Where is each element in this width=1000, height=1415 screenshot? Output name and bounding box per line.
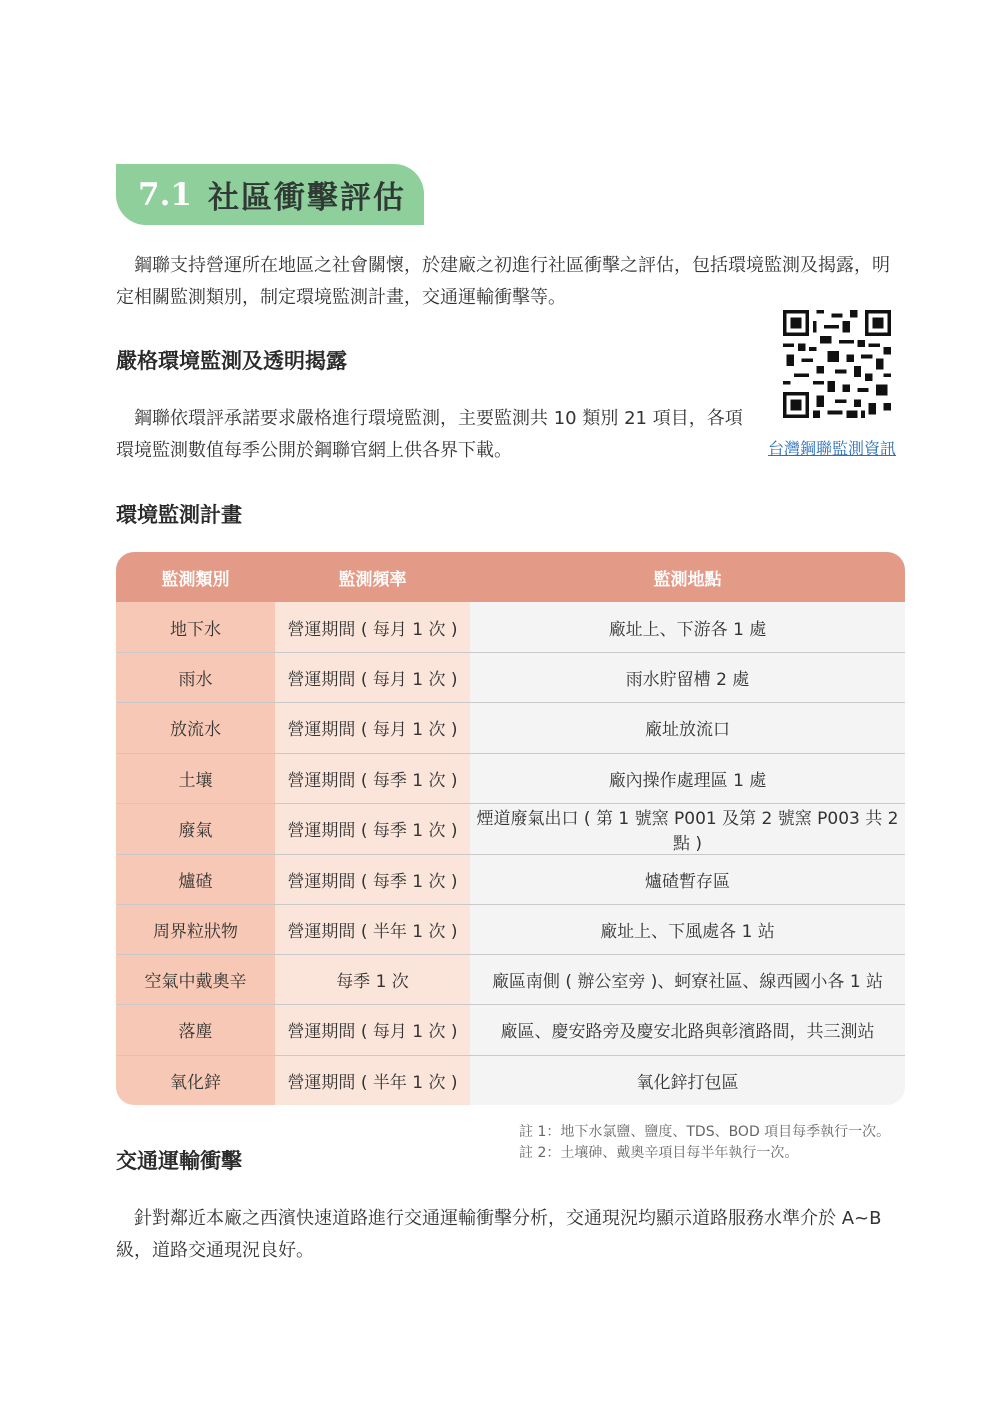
cell-category: 空氣中戴奧辛	[116, 954, 275, 1004]
table-row	[116, 803, 905, 854]
qr-code-icon[interactable]	[783, 310, 891, 418]
cell-category: 地下水	[116, 602, 275, 652]
cell-frequency: 每季 1 次	[275, 954, 470, 1004]
plan-heading: 環境監測計畫	[116, 503, 242, 527]
cell-location: 氧化鋅打包區	[470, 1055, 905, 1105]
cell-category: 放流水	[116, 702, 275, 752]
cell-category: 雨水	[116, 652, 275, 702]
section-title-tab	[116, 164, 424, 225]
cell-frequency: 營運期間 ( 半年 1 次 )	[275, 1055, 470, 1105]
table-notes	[519, 1122, 890, 1164]
section-title: 社區衝擊評估	[207, 180, 406, 216]
table-row	[116, 753, 905, 803]
table-row	[116, 1004, 905, 1054]
disclosure-paragraph: 鋼聯依環評承諾要求嚴格進行環境監測，主要監測共 10 類別 21 項目，各項環境監測數值每季公開於鋼聯官網上供各界下載。	[116, 408, 743, 461]
cell-category: 落塵	[116, 1004, 275, 1054]
cell-category: 爐碴	[116, 854, 275, 904]
cell-category: 廢氣	[116, 803, 275, 854]
disclosure-heading: 嚴格環境監測及透明揭露	[116, 349, 347, 373]
cell-location: 雨水貯留槽 2 處	[470, 652, 905, 702]
cell-category: 氧化鋅	[116, 1055, 275, 1105]
cell-frequency: 營運期間 ( 每月 1 次 )	[275, 1004, 470, 1054]
table-row	[116, 602, 905, 652]
cell-location: 廠址上、下游各 1 處	[470, 602, 905, 652]
cell-frequency: 營運期間 ( 半年 1 次 )	[275, 904, 470, 954]
table-row	[116, 954, 905, 1004]
cell-frequency: 營運期間 ( 每季 1 次 )	[275, 753, 470, 803]
note-2: 註 2：土壤砷、戴奧辛項目每半年執行一次。	[519, 1145, 799, 1161]
cell-frequency: 營運期間 ( 每月 1 次 )	[275, 602, 470, 652]
traffic-heading: 交通運輸衝擊	[116, 1149, 242, 1173]
cell-frequency: 營運期間 ( 每月 1 次 )	[275, 652, 470, 702]
intro-paragraph: 鋼聯支持營運所在地區之社會關懷，於建廠之初進行社區衝擊之評估，包括環境監測及揭露，明定相關監測類別，制定環境監測計畫，交通運輸衝擊等。	[116, 255, 890, 308]
cell-category: 周界粒狀物	[116, 904, 275, 954]
cell-frequency: 營運期間 ( 每季 1 次 )	[275, 803, 470, 854]
table-row	[116, 904, 905, 954]
monitoring-table	[116, 552, 905, 1105]
table-row	[116, 702, 905, 752]
header-location: 監測地點	[470, 552, 905, 602]
cell-location: 廠區南側 ( 辦公室旁 )、蚵寮社區、線西國小各 1 站	[470, 954, 905, 1004]
header-category: 監測類別	[116, 552, 275, 602]
table-row	[116, 652, 905, 702]
table-row	[116, 854, 905, 904]
traffic-paragraph: 針對鄰近本廠之西濱快速道路進行交通運輸衝擊分析，交通現況均顯示道路服務水準介於 A~B 級，道路交通現況良好。	[116, 1208, 882, 1261]
table-header-row	[116, 552, 905, 602]
table-row	[116, 1055, 905, 1105]
cell-location: 廠址上、下風處各 1 站	[470, 904, 905, 954]
cell-category: 土壤	[116, 753, 275, 803]
cell-location: 廠區、慶安路旁及慶安北路與彰濱路間，共三測站	[470, 1004, 905, 1054]
section-number: 7.1	[138, 176, 192, 213]
note-1: 註 1：地下水氯鹽、鹽度、TDS、BOD 項目每季執行一次。	[519, 1124, 891, 1140]
cell-frequency: 營運期間 ( 每季 1 次 )	[275, 854, 470, 904]
cell-location: 廠內操作處理區 1 處	[470, 753, 905, 803]
cell-location: 廠址放流口	[470, 702, 905, 752]
header-frequency: 監測頻率	[275, 552, 470, 602]
cell-location: 爐碴暫存區	[470, 854, 905, 904]
cell-location: 煙道廢氣出口 ( 第 1 號窯 P001 及第 2 號窯 P003 共 2 點 )	[470, 803, 905, 854]
cell-frequency: 營運期間 ( 每月 1 次 )	[275, 702, 470, 752]
qr-monitoring-link[interactable]: 台灣鋼聯監測資訊	[768, 439, 897, 458]
